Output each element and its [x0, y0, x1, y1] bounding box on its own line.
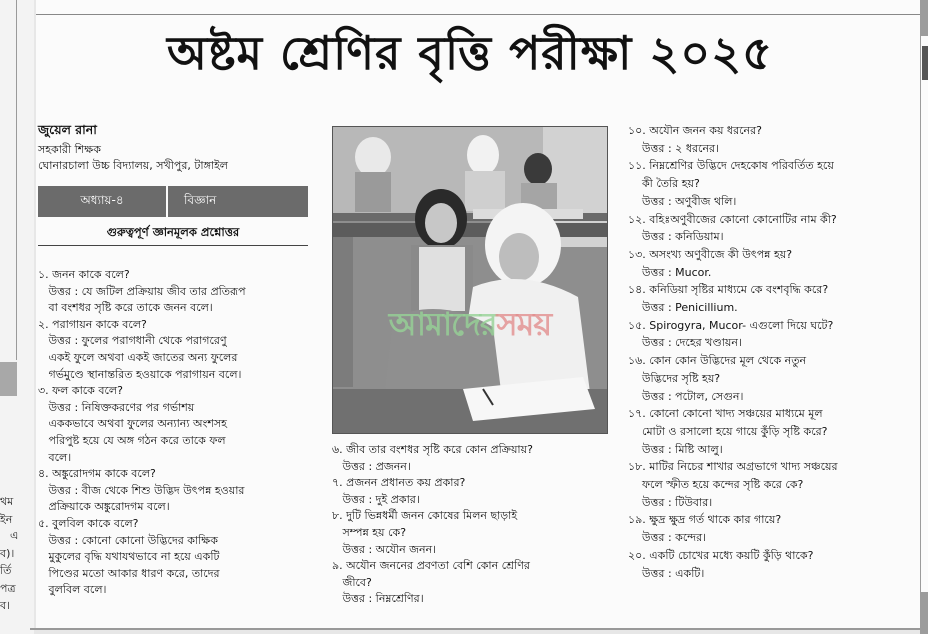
- qa-line: ১. জনন কাকে বলে?: [38, 268, 130, 281]
- qa-line: ১১. নিম্নশ্রেণির উদ্ভিদে দেহকোষ পরিবর্তিত হয়ে: [628, 159, 834, 173]
- qa-line: ১৭. কোনো কোনো খাদ্য সঞ্চয়ের মাধ্যমে মূল: [628, 407, 823, 421]
- qa-line: উত্তর : টিউবার।: [628, 495, 713, 509]
- qa-line: ৯. অযৌন জননের প্রবণতা বেশি কোন শ্রেণির: [332, 559, 530, 573]
- previous-column-rule: [16, 0, 17, 360]
- qa-line: ১২. বহিঃঅণুবীজের কোনো কোনোটির নাম কী?: [628, 212, 837, 226]
- qa-line: ১৫. Spirogyra, Mucor- এগুলো দিয়ে ঘটে?: [628, 318, 834, 332]
- qa-line: গর্ভমুণ্ডে স্থানান্তরিত হওয়াকে পরাগায়ন বলে।: [38, 367, 242, 381]
- qa-line: উত্তর : অযৌন জনন।: [332, 542, 437, 556]
- qa-line: ৫. বুলবিল কাকে বলে?: [38, 516, 139, 530]
- qa-line: ১৮. মাটির নিচের শাখার অগ্রভাগে খাদ্য সঞ্চয়ের: [628, 460, 838, 474]
- author-affiliation: ঘোনারচালা উচ্চ বিদ্যালয়, সখীপুর, টাঙ্গাইল: [38, 159, 228, 172]
- qa-column-2: [332, 442, 533, 608]
- qa-line: ৬. জীব তার বংশধর সৃষ্টি করে কোন প্রক্রিয়ায়?: [332, 443, 533, 456]
- qa-line: উত্তর : নিম্নশ্রেণির।: [332, 592, 424, 606]
- qa-line: বা বংশধর সৃষ্টি করে তাকে জনন বলে।: [38, 301, 213, 315]
- bottom-rule: [30, 628, 928, 630]
- qa-line: উত্তর : যে জটিল প্রক্রিয়ায় জীব তার প্রতিরূপ: [38, 284, 246, 298]
- qa-line: মোটা ও রসালো হয়ে গায়ে কুঁড়ি সৃষ্টি করে?: [628, 424, 828, 438]
- qa-column-3: [628, 122, 838, 582]
- qa-line: উত্তর : দেহের খণ্ডায়ন।: [628, 336, 742, 350]
- qa-line: উত্তর : কন্দের।: [628, 531, 707, 545]
- qa-line: পিণ্ডের মতো আকার ধারণ করে, তাদের: [38, 566, 220, 580]
- qa-line: ২০. একটি চোখের মধ্যে কয়টি কুঁড়ি থাকে?: [628, 548, 814, 562]
- edge-fragment: থম: [0, 495, 14, 508]
- qa-line: উত্তর : নিষিক্তকরণের পর গর্ভাশয়: [38, 400, 195, 414]
- qa-line: কী তৈরি হয়?: [628, 177, 700, 191]
- qa-line: উদ্ভিদের সৃষ্টি হয়?: [628, 371, 721, 385]
- qa-line: ১৩. অসংখ্য অণুবীজে কী উৎপন্ন হয়?: [628, 247, 793, 261]
- watermark-left: আমাদের: [388, 305, 497, 343]
- newspaper-watermark: [341, 299, 599, 353]
- qa-line: উত্তর : একটি।: [628, 566, 705, 580]
- qa-line: উত্তর : Mucor.: [628, 265, 712, 279]
- qa-line: মুকুলের বৃদ্ধি যথাযথভাবে না হয়ে একটি: [38, 550, 220, 564]
- headline: অষ্টম শ্রেণির বৃত্তি পরীক্ষা ২০২৫: [167, 26, 773, 80]
- edge-fragment: র্তি: [0, 564, 12, 577]
- top-rule: [36, 14, 920, 15]
- section-title: গুরুত্বপূর্ণ জ্ঞানমূলক প্রশ্নোত্তর: [106, 225, 240, 239]
- author-name: জুয়েল রানা: [38, 122, 97, 137]
- right-edge-paper: [921, 36, 928, 592]
- edge-fragment: ইন: [0, 513, 13, 526]
- previous-column-block: [0, 362, 17, 396]
- qa-line: উত্তর : ২ ধরনের।: [628, 141, 720, 155]
- qa-line: এককভাবে অথবা ফুলের অন্যান্য অংশসহ: [38, 417, 227, 431]
- classroom-photo-illustration: [333, 127, 607, 433]
- edge-fragment: পত্র: [0, 582, 16, 595]
- qa-line: ৮. দুটি ভিন্নধর্মী জনন কোষের মিলন ছাড়াই: [332, 509, 518, 523]
- qa-line: ১০. অযৌন জনন কয় ধরনের?: [628, 124, 763, 137]
- qa-line: উত্তর : কনিডিয়াম।: [628, 230, 724, 244]
- qa-line: উত্তর : মিষ্টি আলু।: [628, 442, 723, 456]
- section-rule: [38, 245, 308, 246]
- qa-line: উত্তর : Penicillium.: [628, 301, 738, 315]
- qa-line: সম্পন্ন হয় কে?: [332, 525, 407, 539]
- subject-label: বিজ্ঞান: [184, 192, 217, 207]
- edge-fragment: ব)।: [0, 547, 15, 560]
- qa-line: উত্তর : বীজ থেকে শিশু উদ্ভিদ উৎপন্ন হওয়ার: [38, 483, 245, 497]
- qa-line: ৪. অঙ্কুরোদগম কাকে বলে?: [38, 467, 156, 481]
- qa-line: ১৪. কনিডিয়া সৃষ্টির মাধ্যমে কে বংশবৃদ্ধি করে?: [628, 283, 829, 297]
- qa-line: উত্তর : অণুবীজ থলি।: [628, 194, 737, 208]
- qa-line: প্রক্রিয়াকে অঙ্কুরোদগম বলে।: [38, 500, 170, 514]
- edge-fragment: ব।: [0, 599, 11, 612]
- exam-photo: [332, 126, 608, 434]
- qa-line: উত্তর : পটোল, সেগুন।: [628, 389, 744, 403]
- right-edge-mark: [922, 46, 928, 80]
- qa-line: উত্তর : দুই প্রকার।: [332, 492, 420, 506]
- qa-line: উত্তর : কোনো কোনো উদ্ভিদের কাক্ষিক: [38, 533, 218, 547]
- qa-line: ৩. ফল কাকে বলে?: [38, 384, 123, 398]
- qa-line: ৭. প্রজনন প্রধানত কয় প্রকার?: [332, 476, 466, 490]
- qa-line: পরিপুষ্ট হয়ে যে অঙ্গ গঠন করে তাকে ফল: [38, 433, 226, 447]
- qa-line: বলে।: [38, 450, 72, 464]
- chapter-bar: [38, 186, 308, 217]
- qa-line: উত্তর : ফুলের পরাগধানী থেকে পরাগরেণু: [38, 334, 227, 348]
- author-designation: সহকারী শিক্ষক: [38, 143, 101, 156]
- qa-line: বুলবিল বলে।: [38, 583, 107, 597]
- qa-line: ১৯. ক্ষুদ্র ক্ষুদ্র গর্ত থাকে কার গায়ে?: [628, 513, 782, 527]
- qa-line: ১৬. কোন কোন উদ্ভিদের মূল থেকে নতুন: [628, 354, 807, 368]
- chapter-label: অধ্যায়-৪: [38, 186, 168, 217]
- watermark-right: সময়: [496, 305, 552, 343]
- qa-line: ফলে স্ফীত হয়ে কন্দের সৃষ্টি করে কে?: [628, 478, 804, 492]
- qa-line: একই ফুলে অথবা একই জাতের অন্য ফুলের: [38, 350, 238, 364]
- qa-column-1: [38, 267, 246, 599]
- qa-line: ২. পরাগায়ন কাকে বলে?: [38, 317, 147, 331]
- qa-line: জীবে?: [332, 575, 372, 589]
- edge-fragment: এ: [10, 529, 19, 542]
- qa-line: উত্তর : প্রজনন।: [332, 459, 411, 473]
